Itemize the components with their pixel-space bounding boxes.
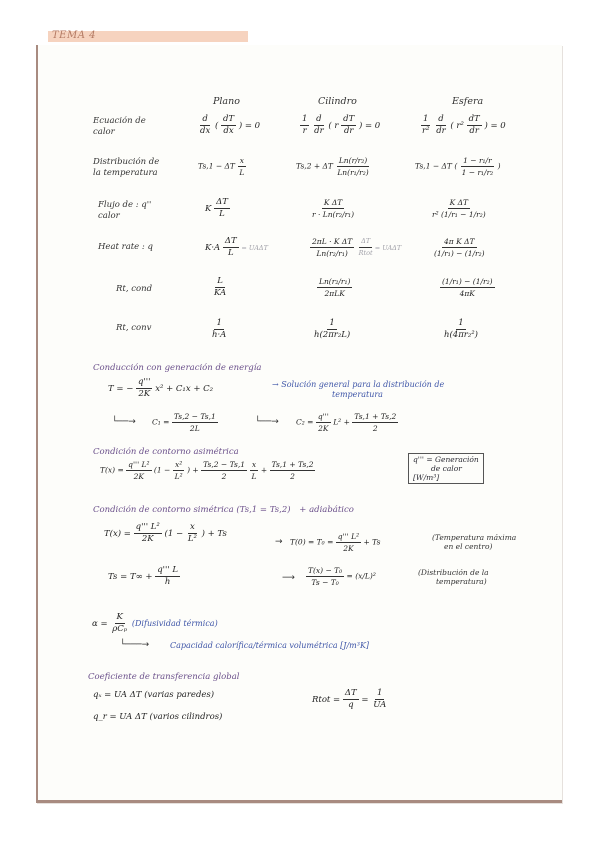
fraction-numerator: ΔT	[359, 236, 372, 248]
formula-text: K	[205, 204, 212, 214]
fraction-numerator: Ts,2 − Ts,1	[173, 412, 216, 421]
fraction-numerator: q''' L	[157, 565, 179, 575]
fraction-numerator: ΔT	[224, 236, 237, 246]
fraction-numerator: K	[116, 612, 123, 622]
formula-ecuacion-esfera	[420, 114, 506, 137]
fraction-numerator: x	[189, 522, 195, 532]
fraction-numerator: 4π K ΔT	[444, 237, 475, 246]
arrow-icon: └──→	[112, 417, 136, 427]
row-label-distribucion	[93, 157, 159, 179]
formula-heat-rate-plano	[205, 236, 268, 259]
fraction-numerator: Ts,2 − Ts,1	[203, 460, 246, 469]
formula-text: ) = 0	[358, 121, 381, 131]
fraction-denominator: Ln(r₁/r₂)	[337, 168, 369, 177]
fraction-denominator: 2	[372, 424, 378, 433]
fraction-denominator: 2	[290, 472, 295, 481]
arrow-icon: └───→	[120, 640, 150, 650]
formula-text: +	[260, 465, 268, 475]
formula-simetrica-ratio	[306, 565, 376, 588]
formula-text: T(x) =	[100, 465, 124, 475]
fraction-numerator: ΔT	[216, 197, 228, 207]
fraction-denominator: dx	[200, 126, 211, 136]
row-label-line: calor	[98, 211, 120, 221]
fraction-numerator: dT	[222, 114, 235, 124]
formula-text: ) + Ts	[201, 529, 227, 539]
heading-text: Condición de contorno simétrica (Ts,1 = Ts,2)	[93, 505, 291, 515]
box-line: q''' = Generación	[413, 455, 479, 464]
formula-text: α =	[92, 619, 108, 629]
formula-rt-cond-cilindro	[317, 276, 352, 299]
fraction-denominator: L	[251, 472, 257, 481]
arrow-icon: ⟶	[282, 573, 295, 583]
fraction-denominator: UA	[373, 700, 387, 710]
formula-text: Ts,1 − ΔT (	[415, 161, 458, 171]
fraction-numerator: Ts,1 + Ts,2	[354, 412, 397, 421]
formula-text: C₁ =	[152, 417, 170, 427]
fraction-numerator: x²	[175, 460, 183, 469]
fraction-numerator: Ln(r/r₂)	[338, 156, 368, 165]
arrow-icon: →	[275, 537, 283, 547]
fraction-numerator: ΔT	[344, 688, 357, 698]
formula-text: T(x) =	[104, 529, 131, 539]
note-line: temperatura	[332, 390, 383, 399]
formula-heat-rate-esfera	[432, 236, 487, 259]
formula-text: ) = 0	[484, 121, 506, 131]
formula-text: (1 −	[153, 465, 171, 475]
fraction-denominator: Rtot	[358, 249, 373, 257]
section-global-heading: Coeficiente de transferencia global	[88, 672, 240, 682]
formula-rt-conv-plano	[210, 318, 228, 341]
formula-text: =	[361, 695, 369, 705]
fraction-numerator: q''' L²	[128, 460, 150, 469]
box-units: [W/m³]	[413, 473, 440, 482]
fraction-denominator: dr	[314, 126, 324, 136]
formula-text: )	[497, 161, 501, 171]
row-label-ecuacion	[93, 116, 146, 138]
fraction-denominator: r · Ln(r₂/r₁)	[312, 210, 355, 219]
fraction-denominator: L	[239, 168, 245, 177]
fraction-denominator: dr	[436, 126, 446, 136]
t0-note	[432, 533, 516, 551]
formula-text: T(0) = T₀ =	[290, 537, 334, 547]
column-esfera: Esfera	[452, 96, 484, 107]
fraction-numerator: d	[202, 114, 208, 124]
formula-rt-conv-esfera	[442, 318, 480, 341]
row-label-rt-cond: Rt, cond	[116, 284, 153, 294]
fraction-denominator: KA	[214, 288, 227, 298]
fraction-numerator: Ts,1 + Ts,2	[271, 460, 314, 469]
note-line: → Solución general para la distribución de	[272, 380, 445, 389]
fraction-denominator: 2K	[141, 534, 154, 544]
fraction-denominator: 2K	[318, 424, 329, 433]
fraction-denominator: Ln(r₂/r₁)	[316, 249, 348, 258]
formula-note: = UAΔT	[374, 243, 402, 252]
fraction-denominator: dr	[343, 126, 354, 136]
formula-generacion-t	[108, 377, 213, 400]
fraction-numerator: 1	[329, 318, 335, 328]
fraction-denominator: 2K	[343, 544, 354, 553]
formula-simetrica-tx	[104, 522, 227, 545]
note-line: en el centro)	[444, 542, 493, 551]
fraction-denominator: 2L	[189, 424, 200, 433]
fraction-numerator: 1	[377, 688, 383, 698]
fraction-denominator: h(4πr₂²)	[444, 330, 478, 340]
fraction-denominator: L²	[174, 472, 183, 481]
row-label-line: calor	[93, 127, 115, 137]
difusividad-sub-note: Capacidad calorífica/térmica volumétrica [J/m³K]	[170, 641, 370, 650]
fraction-denominator: L	[219, 209, 225, 219]
fraction-denominator: (1/r₁) − (1/r₂)	[434, 249, 485, 258]
page-title: TEMA 4	[52, 30, 96, 41]
formula-ecuacion-plano	[198, 114, 260, 137]
fraction-numerator: d	[438, 114, 444, 124]
fraction-numerator: 1	[216, 318, 222, 328]
formula-text: Rtot =	[312, 695, 341, 705]
fraction-denominator: h·A	[212, 330, 227, 340]
formula-note: = UAΔT	[241, 244, 268, 252]
fraction-numerator: q'''	[317, 412, 329, 421]
row-label-line: la temperatura	[93, 168, 158, 178]
fraction-denominator: r²	[422, 126, 430, 136]
fraction-numerator: Ln(r₂/r₁)	[319, 277, 351, 286]
fraction-numerator: q''' L²	[337, 532, 360, 541]
section-generacion-heading: Conducción con generación de energía	[93, 363, 262, 373]
formula-text: Ts = T∞ +	[108, 572, 153, 582]
row-label-line: Distribución de	[93, 157, 160, 167]
formula-text: ) +	[187, 465, 199, 475]
formula-qr: q_r = UA ΔT (varios cilindros)	[93, 712, 223, 722]
note-line: temperatura)	[436, 577, 487, 586]
formula-text: Ts,1 − ΔT	[198, 161, 235, 171]
formula-text: Ts,2 + ΔT	[296, 161, 333, 171]
section-simetrica-heading	[93, 505, 354, 515]
fraction-denominator: 2K	[138, 389, 151, 399]
note-line: (Distribución de la	[418, 568, 489, 577]
row-label-heat-rate: Heat rate : q	[98, 242, 153, 252]
fraction-numerator: T(x) − T₀	[308, 566, 343, 575]
fraction-numerator: K ΔT	[323, 198, 343, 207]
fraction-denominator: ρCₚ	[112, 624, 128, 634]
formula-text: L² +	[333, 417, 350, 427]
fraction-denominator: 1 − r₁/r₂	[461, 168, 494, 177]
fraction-numerator: L	[217, 276, 223, 286]
formula-text: + Ts	[363, 537, 381, 547]
formula-text: K·A	[205, 243, 221, 253]
fraction-denominator: h	[164, 577, 171, 587]
formula-text: x² + C₁x + C₂	[155, 384, 214, 394]
column-plano: Plano	[213, 96, 240, 107]
fraction-denominator: L	[227, 248, 234, 258]
formula-distribucion-cilindro	[296, 155, 371, 178]
fraction-denominator: h(2πr₂L)	[314, 330, 351, 340]
fraction-numerator: (1/r₁) − (1/r₂)	[442, 277, 493, 286]
formula-distribucion-esfera	[415, 155, 501, 178]
generacion-definition-box	[408, 453, 484, 484]
fraction-denominator: dx	[223, 126, 234, 136]
row-label-flujo	[98, 200, 151, 222]
formula-simetrica-ts	[108, 565, 180, 588]
fraction-numerator: d	[316, 114, 322, 124]
fraction-denominator: 4πK	[459, 289, 475, 298]
fraction-numerator: 1	[302, 114, 308, 124]
fraction-denominator: L²	[187, 534, 197, 544]
formula-heat-rate-cilindro	[310, 236, 401, 259]
fraction-numerator: 1	[458, 318, 464, 328]
column-cilindro: Cilindro	[318, 96, 357, 107]
fraction-denominator: 2K	[133, 472, 145, 481]
fraction-denominator: r² (1/r₁ − 1/r₂)	[432, 210, 486, 219]
formula-rt-cond-esfera	[440, 276, 495, 299]
formula-qx: qₓ = UA ΔT (varias paredes)	[93, 690, 215, 700]
fraction-numerator: x	[251, 460, 257, 469]
formula-distribucion-plano	[198, 155, 246, 178]
fraction-denominator: Ts − T₀	[311, 578, 339, 587]
formula-text: ( r	[328, 121, 339, 131]
section-asimetrica-heading: Condición de contorno asimétrica	[93, 447, 239, 457]
formula-text: =	[346, 571, 353, 581]
formula-text: (x/L)²	[355, 571, 376, 581]
formula-c2	[296, 411, 398, 434]
fraction-numerator: x	[239, 156, 244, 165]
heading-extra: + adiabático	[299, 505, 354, 515]
fraction-numerator: dT	[343, 114, 355, 124]
formula-c1	[152, 411, 218, 434]
formula-rtot	[312, 688, 388, 711]
formula-difusividad	[92, 612, 218, 635]
formula-text: (1 −	[164, 529, 184, 539]
ratio-note	[418, 568, 489, 586]
formula-rt-cond-plano	[212, 276, 228, 299]
fraction-denominator: 2	[221, 472, 227, 481]
formula-flujo-plano	[205, 197, 230, 220]
formula-simetrica-t0	[290, 531, 380, 554]
box-line: de calor	[431, 464, 462, 473]
fraction-numerator: 2πL · K ΔT	[312, 237, 353, 246]
fraction-numerator: 1 − r₁/r	[463, 156, 492, 165]
formula-note: (Difusividad térmica)	[131, 619, 218, 628]
fraction-numerator: K ΔT	[449, 198, 469, 207]
formula-flujo-esfera	[430, 197, 488, 220]
generacion-note	[272, 380, 444, 400]
fraction-numerator: q'''	[138, 377, 151, 387]
formula-text: ( r²	[450, 121, 464, 131]
formula-text: T = −	[108, 384, 134, 394]
fraction-denominator: 2πLK	[324, 289, 345, 298]
fraction-denominator: dr	[469, 126, 479, 136]
row-label-line: Ecuación de	[93, 116, 146, 126]
note-line: (Temperatura máxima	[432, 533, 517, 542]
formula-text: (	[214, 121, 219, 131]
row-label-line: Flujo de : q''	[98, 200, 152, 210]
formula-asimetrica	[100, 459, 315, 482]
formula-text: C₂ =	[296, 417, 314, 427]
fraction-denominator: r	[302, 126, 307, 136]
formula-ecuacion-cilindro	[300, 114, 380, 137]
formula-text: ) = 0	[238, 121, 261, 131]
fraction-numerator: dT	[468, 114, 480, 124]
fraction-numerator: q''' L²	[135, 522, 160, 532]
row-label-rt-conv: Rt, conv	[116, 323, 152, 333]
fraction-denominator: q	[348, 700, 354, 710]
arrow-icon: └──→	[255, 417, 279, 427]
fraction-numerator: 1	[423, 114, 429, 124]
formula-flujo-cilindro	[310, 197, 356, 220]
formula-rt-conv-cilindro	[312, 318, 352, 341]
